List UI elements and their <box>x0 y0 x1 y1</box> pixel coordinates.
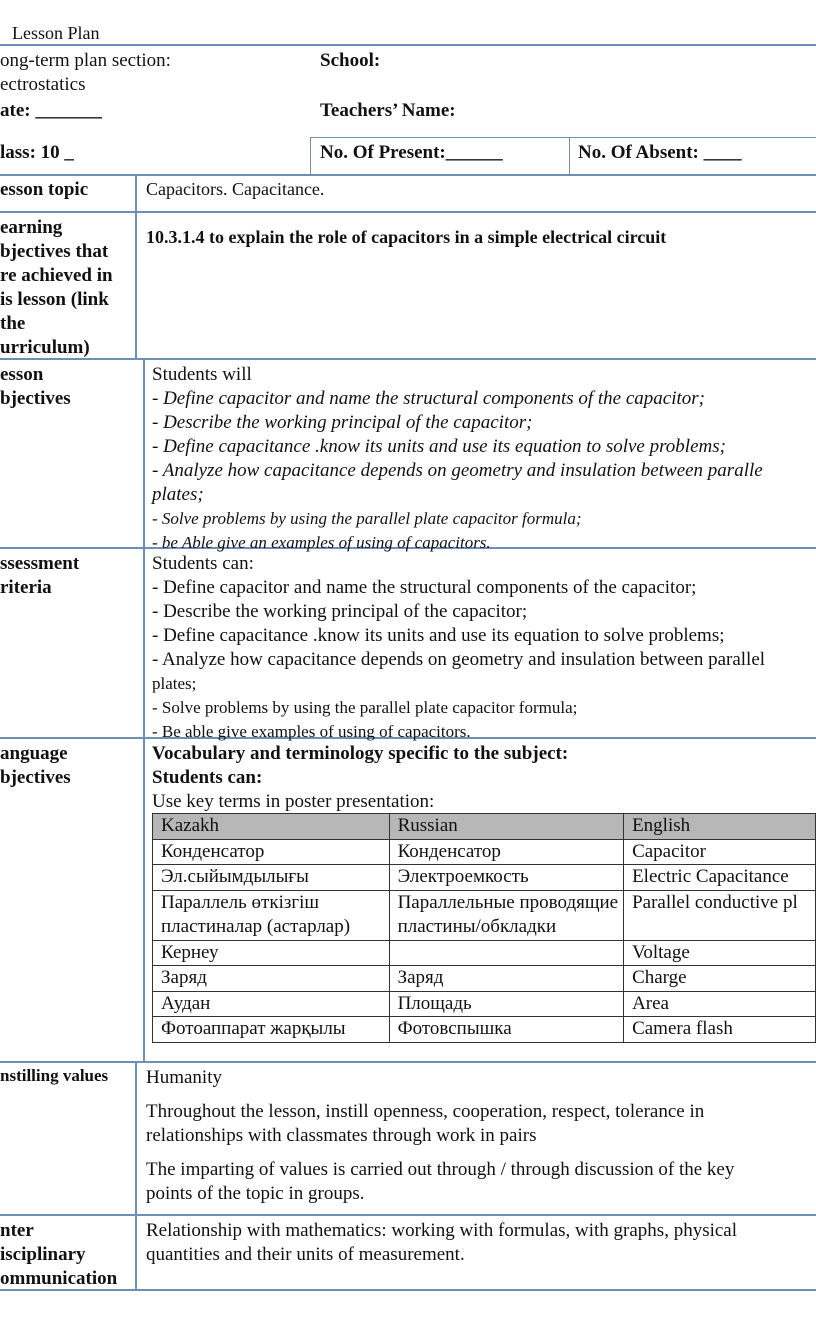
objective-item: - Describe the working principal of the capacitor; <box>152 412 533 433</box>
objective-item: - Analyze how capacitance depends on geometry and insulation between paralle <box>152 460 763 481</box>
cell-russian: Фотовспышка <box>389 1017 624 1043</box>
objectives-intro: Students will <box>152 364 252 385</box>
rule-learning-top <box>0 211 816 213</box>
table-row <box>153 865 816 891</box>
cell-russian: Конденсатор <box>389 839 624 865</box>
header-russian: Russian <box>389 814 624 840</box>
label-line: anguage <box>0 743 68 764</box>
vocabulary-heading: Vocabulary and terminology specific to the subject: <box>152 743 569 764</box>
label-line: bjectives <box>0 388 71 409</box>
objective-item: - Define capacitance .know its units and use its equation to solve problems; <box>152 436 726 457</box>
learning-objectives-label <box>0 216 113 360</box>
label-line: earning <box>0 217 63 238</box>
objective-item: - Solve problems by using the parallel plate capacitor formula; <box>152 509 582 528</box>
present-label: No. Of Present:______ <box>320 142 503 163</box>
assessment-label <box>0 552 79 600</box>
cell-kazakh: Заряд <box>153 966 390 992</box>
rule-col-b <box>143 358 145 1063</box>
language-objectives-label <box>0 742 71 790</box>
vocabulary-table <box>152 813 816 1043</box>
cell-english: Voltage <box>624 940 816 966</box>
cell-kazakh: Конденсатор <box>153 839 390 865</box>
absent-label: No. Of Absent: ____ <box>578 142 742 163</box>
cell-russian <box>389 940 624 966</box>
interdisciplinary-label <box>0 1219 117 1291</box>
interdisciplinary-line: Relationship with mathematics: working with formulas, with graphs, physical <box>146 1220 738 1241</box>
rule-values-top <box>0 1061 816 1063</box>
header-english: English <box>624 814 816 840</box>
assessment-item: - Describe the working principal of the capacitor; <box>152 601 528 622</box>
long-term-value: ectrostatics <box>0 74 86 95</box>
table-row <box>153 966 816 992</box>
label-line: esson <box>0 364 44 385</box>
label-line: the <box>0 313 26 334</box>
cell-kazakh: Эл.сыйымдылығы <box>153 865 390 891</box>
values-humanity: Humanity <box>146 1067 222 1088</box>
label-line: nter <box>0 1220 34 1241</box>
rule-present-left <box>310 137 311 174</box>
teachers-name-label: Teachers’ Name: <box>320 100 456 121</box>
table-row <box>153 890 816 940</box>
rule-top <box>0 44 816 46</box>
rule-col-a <box>135 174 137 359</box>
lesson-objectives-label <box>0 363 71 411</box>
objective-item: plates; <box>152 484 204 505</box>
rule-present-top <box>310 137 816 138</box>
key-terms-intro: Use key terms in poster presentation: <box>152 791 435 812</box>
assessment-item: - Analyze how capacitance depends on geometry and insulation between parallel <box>152 649 766 670</box>
cell-english: Parallel conductive pl <box>624 890 816 940</box>
cell-english: Capacitor <box>624 839 816 865</box>
assessment-item: - Solve problems by using the parallel plate capacitor formula; <box>152 698 578 717</box>
assessment-item: - Define capacitor and name the structural components of the capacitor; <box>152 577 697 598</box>
assessment-item: plates; <box>152 674 197 693</box>
table-row <box>153 991 816 1017</box>
cell-russian: Электроемкость <box>389 865 624 891</box>
cell-russian: Параллельные проводящие пластины/обкладки <box>389 890 624 940</box>
cell-english: Charge <box>624 966 816 992</box>
values-paragraph-line: Throughout the lesson, instill openness, cooperation, respect, tolerance in <box>146 1101 705 1122</box>
objective-item: - Define capacitor and name the structural components of the capacitor; <box>152 388 706 409</box>
table-row <box>153 1017 816 1043</box>
interdisciplinary-line: quantities and their units of measurement. <box>146 1244 465 1265</box>
lesson-topic-label: esson topic <box>0 179 89 200</box>
cell-kazakh: Аудан <box>153 991 390 1017</box>
lesson-objectives-content <box>152 363 763 555</box>
rule-lessonobj-top <box>0 358 816 360</box>
lesson-topic-value: Capacitors. Capacitance. <box>146 179 325 199</box>
cell-russian: Площадь <box>389 991 624 1017</box>
school-label: School: <box>320 50 381 71</box>
students-can-heading: Students can: <box>152 767 263 788</box>
language-objectives-content <box>152 742 568 814</box>
cell-kazakh: Фотоаппарат жарқылы <box>153 1017 390 1043</box>
label-line: is lesson (link <box>0 289 109 310</box>
values-label: nstilling values <box>0 1066 109 1085</box>
label-line: isciplinary <box>0 1244 86 1265</box>
label-line: ssessment <box>0 553 80 574</box>
table-header-row <box>153 814 816 840</box>
cell-english: Electric Capacitance <box>624 865 816 891</box>
rule-topic-top <box>0 174 816 176</box>
assessment-item: - Define capacitance .know its units and use its equation to solve problems; <box>152 625 725 646</box>
assessment-intro: Students can: <box>152 553 254 574</box>
rule-absent-left <box>569 137 570 174</box>
values-paragraph-line: relationships with classmates through work in pairs <box>146 1125 537 1146</box>
class-label: lass: 10 _ <box>0 142 74 163</box>
table-row <box>153 839 816 865</box>
label-line: re achieved in <box>0 265 113 286</box>
objective-item: - be Able give an examples of using of capacitors. <box>152 533 491 552</box>
cell-kazakh: Кернеу <box>153 940 390 966</box>
values-paragraph-line: The imparting of values is carried out through / through discussion of the key <box>146 1159 735 1180</box>
label-line: ommunication <box>0 1268 118 1289</box>
values-content <box>146 1066 734 1206</box>
long-term-label: ong-term plan section: <box>0 50 171 71</box>
assessment-content <box>152 552 765 744</box>
cell-english: Area <box>624 991 816 1017</box>
label-line: urriculum) <box>0 337 90 358</box>
rule-inter-top <box>0 1214 816 1216</box>
cell-russian: Заряд <box>389 966 624 992</box>
date-label: ate: _______ <box>0 100 102 121</box>
label-line: bjectives that <box>0 241 109 262</box>
document-title: Lesson Plan <box>12 23 100 43</box>
interdisciplinary-content <box>146 1219 737 1267</box>
values-paragraph-line: points of the topic in groups. <box>146 1183 365 1204</box>
rule-col-c <box>135 1061 137 1290</box>
rule-bottom <box>0 1289 816 1291</box>
learning-objective-text: 10.3.1.4 to explain the role of capacitors in a simple electrical circuit <box>146 227 667 247</box>
assessment-item: - Be able give examples of using of capacitors. <box>152 722 471 741</box>
label-line: riteria <box>0 577 52 598</box>
header-kazakh: Kazakh <box>153 814 390 840</box>
cell-kazakh: Параллель өткізгіш пластиналар (астарлар) <box>153 890 390 940</box>
label-line: bjectives <box>0 767 71 788</box>
cell-english: Camera flash <box>624 1017 816 1043</box>
table-row <box>153 940 816 966</box>
